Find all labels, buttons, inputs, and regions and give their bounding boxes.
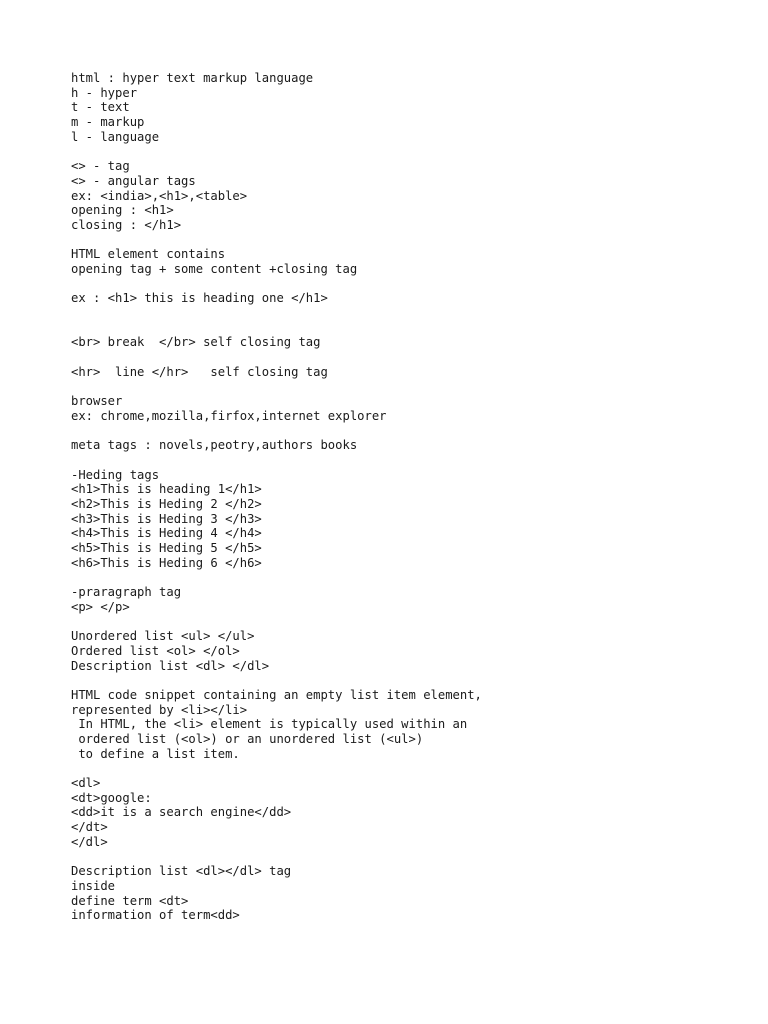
text-line: ex: chrome,mozilla,firfox,internet explorer — [71, 408, 387, 423]
text-block — [71, 365, 751, 380]
text-block — [71, 629, 751, 673]
text-line: meta tags : novels,peotry,authors books — [71, 438, 358, 453]
text-block — [71, 688, 751, 761]
text-line: t - text — [71, 100, 130, 115]
text-line: -praragraph tag — [71, 585, 182, 600]
text-line: opening tag + some content +closing tag — [71, 261, 358, 276]
text-line: <h2>This is Heding 2 </h2> — [71, 496, 262, 511]
text-block — [71, 335, 751, 350]
text-line: <h1>This is heading 1</h1> — [71, 482, 262, 497]
text-line: ordered list (<ol>) or an unordered list (<ul>) — [71, 731, 424, 746]
text-line: Description list <dl></dl> tag — [71, 864, 292, 879]
text-block — [71, 291, 751, 306]
text-line: inside — [71, 878, 116, 893]
text-line: <> - tag — [71, 159, 130, 174]
text-line: </dt> — [71, 820, 108, 835]
blank-line — [71, 379, 751, 394]
text-line: Description list <dl> </dl> — [71, 658, 270, 673]
text-block — [71, 159, 751, 232]
blank-line — [71, 570, 751, 585]
blank-line — [71, 614, 751, 629]
text-line: opening : <h1> — [71, 203, 174, 218]
text-line: closing : </h1> — [71, 217, 182, 232]
text-line: to define a list item. — [71, 746, 240, 761]
text-block — [71, 394, 751, 423]
text-line: <h4>This is Heding 4 </h4> — [71, 526, 262, 541]
blank-line — [71, 849, 751, 864]
text-block — [71, 468, 751, 571]
text-line: <p> </p> — [71, 599, 130, 614]
blank-line — [71, 453, 751, 468]
blank-line — [71, 424, 751, 439]
text-line: represented by <li></li> — [71, 702, 248, 717]
text-line: information of term<dd> — [71, 908, 240, 923]
text-line: ex: <india>,<h1>,<table> — [71, 188, 248, 203]
document-text — [71, 71, 751, 923]
text-line: <> - angular tags — [71, 173, 196, 188]
text-line: <dt>google: — [71, 790, 152, 805]
text-line: browser — [71, 394, 123, 409]
text-block — [71, 776, 751, 849]
blank-line — [71, 277, 751, 292]
text-line: HTML element contains — [71, 247, 226, 262]
text-line: <h6>This is Heding 6 </h6> — [71, 555, 262, 570]
text-line: Unordered list <ul> </ul> — [71, 629, 255, 644]
blank-line — [71, 761, 751, 776]
text-line: m - markup — [71, 115, 145, 130]
text-line: <dd>it is a search engine</dd> — [71, 805, 292, 820]
text-block — [71, 247, 751, 276]
text-line: In HTML, the <li> element is typically used within an — [71, 717, 468, 732]
text-line: <h3>This is Heding 3 </h3> — [71, 511, 262, 526]
text-line: <hr> line </hr> self closing tag — [71, 364, 328, 379]
text-line: l - language — [71, 129, 160, 144]
text-line: h - hyper — [71, 85, 138, 100]
blank-line — [71, 321, 751, 336]
text-line: HTML code snippet containing an empty list item element, — [71, 687, 482, 702]
text-block — [71, 585, 751, 614]
text-block — [71, 864, 751, 923]
text-block — [71, 438, 751, 453]
text-line: </dl> — [71, 834, 108, 849]
blank-line — [71, 144, 751, 159]
blank-line — [71, 306, 751, 321]
text-line: -Heding tags — [71, 467, 160, 482]
text-line: <h5>This is Heding 5 </h5> — [71, 541, 262, 555]
blank-line — [71, 673, 751, 688]
text-line: <dl> — [71, 776, 101, 790]
text-line: define term <dt> — [71, 893, 189, 908]
text-line: html : hyper text markup language — [71, 71, 314, 85]
blank-line — [71, 233, 751, 248]
text-line: Ordered list <ol> </ol> — [71, 643, 240, 658]
text-block — [71, 71, 751, 144]
text-line: ex : <h1> this is heading one </h1> — [71, 291, 328, 306]
text-line: <br> break </br> self closing tag — [71, 335, 321, 350]
blank-line — [71, 350, 751, 365]
